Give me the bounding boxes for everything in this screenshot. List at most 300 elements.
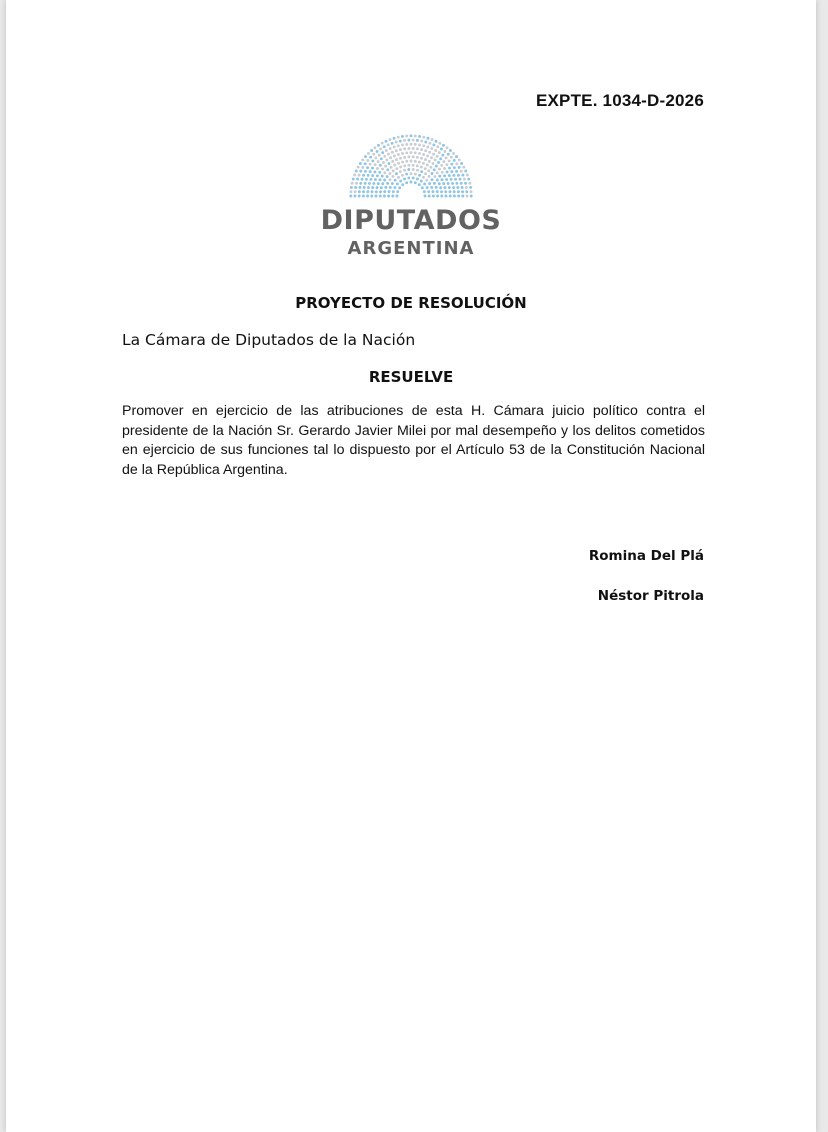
hemicycle-seat [414, 181, 417, 184]
hemicycle-seat [418, 183, 421, 186]
hemicycle-seat [405, 151, 408, 154]
hemicycle-seat [384, 165, 387, 168]
hemicycle-seat [395, 172, 398, 175]
hemicycle-seat [463, 178, 466, 181]
hemicycle-seat [372, 182, 375, 185]
hemicycle-seat [443, 167, 446, 170]
hemicycle-seat [359, 162, 362, 165]
hemicycle-seat [385, 140, 388, 143]
hemicycle-seat [440, 164, 443, 167]
hemicycle-seat [385, 149, 388, 152]
hemicycle-seat [416, 156, 419, 159]
hemicycle-seat [407, 164, 410, 167]
hemicycle-seat [358, 174, 361, 177]
hemicycle-seat [436, 171, 439, 174]
hemicycle-seat [383, 190, 386, 193]
hemicycle-seat [444, 150, 447, 153]
hemicycle-seat [423, 182, 426, 185]
hemicycle-seat [371, 159, 374, 162]
hemicycle-seat [426, 146, 429, 149]
hemicycle-seat [422, 162, 425, 165]
hemicycle-seat [389, 156, 392, 159]
hemicycle-seat [433, 182, 436, 185]
hemicycle-seat [458, 158, 461, 161]
hemicycle-seat [453, 159, 456, 162]
hemicycle-seat [396, 190, 399, 193]
chamber-statement: La Cámara de Diputados de la Nación [122, 331, 416, 349]
resolution-body: Promover en ejercicio de las atribuciones de esta H. Cámara juicio político contra el presidente de la Nación Sr. Gerardo Javier Milei por mal desempeño y los delitos cometidos en ejercicio de sus funciones tal lo dispuesto por el Artículo 53 de la Constitución Nacional de la República Argentina. [122, 403, 705, 478]
hemicycle-seat [445, 178, 448, 181]
hemicycle-seat [445, 195, 448, 198]
hemicycle-seat [364, 182, 367, 185]
hemicycle-seat [370, 195, 373, 198]
hemicycle-seat [428, 160, 431, 163]
hemicycle-seat [412, 168, 415, 171]
hemicycle-seat [389, 178, 392, 181]
hemicycle-seat [369, 170, 372, 173]
hemicycle-seat [401, 174, 404, 177]
hemicycle-seat [393, 186, 396, 189]
hemicycle-seat [393, 146, 396, 149]
hemicycle-seat [407, 139, 410, 142]
hemicycle-seat [375, 195, 378, 198]
hemicycle-seat [393, 154, 396, 157]
hemicycle-seat [423, 190, 426, 193]
hemicycle-seat [395, 158, 398, 161]
hemicycle-seat [389, 147, 392, 150]
hemicycle-seat [420, 157, 423, 160]
hemicycle-seat [416, 147, 419, 150]
hemicycle-seat [438, 182, 441, 185]
hemicycle-seat [391, 142, 394, 145]
hemicycle-seat [375, 190, 378, 193]
hemicycle-seat [387, 195, 390, 198]
hemicycle-seat [461, 190, 464, 193]
hemicycle-seat [376, 167, 379, 170]
hemicycle-seat [433, 168, 436, 171]
hemicycle-seat [401, 143, 404, 146]
hemicycle-seat [470, 190, 473, 193]
hemicycle-seat [403, 164, 406, 167]
hemicycle-seat [403, 169, 406, 172]
hemicycle-seat [452, 152, 455, 155]
hemicycle-seat [465, 186, 468, 189]
hemicycle-seat [366, 195, 369, 198]
hemicycle-seat [453, 166, 456, 169]
hemicycle-seat [358, 186, 361, 189]
hemicycle-seat [468, 182, 471, 185]
signature-1: Romina Del Plá [588, 548, 704, 564]
hemicycle-seat [418, 143, 421, 146]
hemicycle-seat [420, 166, 423, 169]
hemicycle-seat [450, 170, 453, 173]
hemicycle-seat [414, 160, 417, 163]
hemicycle-seat [374, 163, 377, 166]
hemicycle-seat [449, 149, 452, 152]
hemicycle-seat [438, 168, 441, 171]
hemicycle-seat [441, 178, 444, 181]
hemicycle-seat [399, 166, 402, 169]
hemicycle-seat [386, 168, 389, 171]
hemicycle-seat [401, 135, 404, 138]
hemicycle-seat [424, 195, 427, 198]
hemicycle-seat [426, 154, 429, 157]
hemicycle-seat [466, 195, 469, 198]
hemicycle-seat [407, 176, 410, 179]
document-type-heading: PROYECTO DE RESOLUCIÓN [295, 294, 527, 312]
hemicycle-seat [393, 137, 396, 140]
hemicycle-seat [391, 151, 394, 154]
hemicycle-seat [418, 174, 421, 177]
hemicycle-seat [362, 174, 365, 177]
hemicycle-seat [367, 152, 370, 155]
hemicycle-seat [363, 186, 366, 189]
hemicycle-seat [354, 186, 357, 189]
hemicycle-seat [395, 141, 398, 144]
hemicycle-seat [371, 190, 374, 193]
hemicycle-seat [397, 144, 400, 147]
hemicycle-seat [440, 190, 443, 193]
hemicycle-seat [356, 178, 359, 181]
hemicycle-seat [392, 190, 395, 193]
hemicycle-seat [412, 155, 415, 158]
hemicycle-seat [435, 186, 438, 189]
hemicycle-seat [442, 182, 445, 185]
hemicycle-seat [349, 195, 352, 198]
hemicycle-seat [361, 158, 364, 161]
hemicycle-seat [381, 175, 384, 178]
hemicycle-seat [354, 195, 357, 198]
hemicycle-seat [399, 170, 402, 173]
hemicycle-seat [374, 178, 377, 181]
hemicycle-seat [410, 172, 413, 175]
hemicycle-seat [420, 170, 423, 173]
hemicycle-seat [377, 160, 380, 163]
hemicycle-seat [377, 182, 380, 185]
hemicycle-seat [430, 156, 433, 159]
hemicycle-seat [371, 186, 374, 189]
hemicycle-seat [439, 157, 442, 160]
hemicycle-seat [386, 175, 389, 178]
hemicycle-seat [350, 190, 353, 193]
hemicycle-seat [416, 139, 419, 142]
hemicycle-seat [389, 138, 392, 141]
hemicycle-seat [446, 170, 449, 173]
hemicycle-seat [449, 190, 452, 193]
hemicycle-seat [367, 186, 370, 189]
hemicycle-seat [467, 178, 470, 181]
logo-subtitle: ARGENTINA [347, 238, 475, 259]
hemicycle-seat [373, 146, 376, 149]
hemicycle-seat [430, 186, 433, 189]
file-number: EXPTE. 1034-D-2026 [535, 91, 704, 110]
hemicycle-seat [459, 178, 462, 181]
hemicycle-seat [462, 166, 465, 169]
hemicycle-seat [428, 151, 431, 154]
hemicycle-seat [397, 153, 400, 156]
hemicycle-seat [469, 186, 472, 189]
hemicycle-seat [416, 178, 419, 181]
hemicycle-seat [383, 179, 386, 182]
logo-title: DIPUTADOS [320, 205, 502, 236]
hemicycle-seat [390, 166, 393, 169]
hemicycle-seat [427, 190, 430, 193]
hemicycle-seat [429, 166, 432, 169]
hemicycle-seat [444, 186, 447, 189]
hemicycle-seat [436, 145, 439, 148]
hemicycle-seat [352, 178, 355, 181]
hemicycle-seat [405, 143, 408, 146]
hemicycle-seat [438, 151, 441, 154]
hemicycle-seat [412, 139, 415, 142]
hemicycle-seat [440, 148, 443, 151]
hemicycle-seat [420, 180, 423, 183]
hemicycle-seat [355, 182, 358, 185]
hemicycle-seat [443, 174, 446, 177]
hemicycle-seat [432, 153, 435, 156]
hemicycle-seat [355, 170, 358, 173]
hemicycle-seat [369, 156, 372, 159]
hemicycle-seat [379, 178, 382, 181]
hemicycle-seat [448, 167, 451, 170]
hemicycle-seat [391, 182, 394, 185]
hemicycle-seat [388, 162, 391, 165]
hemicycle-seat [386, 182, 389, 185]
hemicycle-seat [381, 182, 384, 185]
hemicycle-seat [407, 155, 410, 158]
hemicycle-seat [393, 164, 396, 167]
hemicycle-seat [436, 155, 439, 158]
hemicycle-seat [369, 163, 372, 166]
hemicycle-seat [366, 159, 369, 162]
hemicycle-seat [350, 186, 353, 189]
hemicycle-seat [376, 186, 379, 189]
hemicycle-seat [449, 195, 452, 198]
hemicycle-seat [432, 143, 435, 146]
hemicycle-seat [378, 171, 381, 174]
hemicycle-seat [439, 186, 442, 189]
hemicycle-seat [376, 174, 379, 177]
hemicycle-seat [445, 156, 448, 159]
resolves-heading: RESUELVE [368, 368, 454, 386]
hemicycle-seat [383, 195, 386, 198]
hemicycle-seat [452, 174, 455, 177]
hemicycle-seat [412, 176, 415, 179]
hemicycle-seat [351, 182, 354, 185]
hemicycle-seat [410, 134, 413, 137]
hemicycle-seat [444, 190, 447, 193]
hemicycle-seat [401, 161, 404, 164]
hemicycle-logo-icon [341, 130, 481, 198]
hemicycle-seat [380, 157, 383, 160]
hemicycle-seat [395, 167, 398, 170]
hemicycle-seat [453, 195, 456, 198]
hemicycle-seat [435, 165, 438, 168]
hemicycle-seat [424, 149, 427, 152]
hemicycle-seat [407, 147, 410, 150]
signature-2: Néstor Pitrola [597, 588, 704, 604]
hemicycle-seat [394, 179, 397, 182]
hemicycle-seat [369, 178, 372, 181]
hemicycle-seat [407, 168, 410, 171]
document-page [6, 0, 816, 1132]
hemicycle-seat [457, 190, 460, 193]
hemicycle-seat [424, 167, 427, 170]
hemicycle-seat [461, 195, 464, 198]
hemicycle-seat [371, 167, 374, 170]
hemicycle-seat [405, 181, 408, 184]
hemicycle-seat [401, 152, 404, 155]
hemicycle-seat [405, 135, 408, 138]
hemicycle-seat [361, 178, 364, 181]
hemicycle-seat [414, 151, 417, 154]
hemicycle-seat [470, 195, 473, 198]
hemicycle-seat [436, 179, 439, 182]
hemicycle-seat [447, 153, 450, 156]
hemicycle-seat [392, 175, 395, 178]
hemicycle-seat [399, 157, 402, 160]
hemicycle-seat [431, 138, 434, 141]
hemicycle-seat [354, 190, 357, 193]
hemicycle-seat [425, 179, 428, 182]
hemicycle-seat [405, 160, 408, 163]
hemicycle-seat [428, 182, 431, 185]
hemicycle-seat [397, 176, 400, 179]
hemicycle-seat [441, 154, 444, 157]
hemicycle-seat [389, 186, 392, 189]
hemicycle-seat [358, 195, 361, 198]
hemicycle-seat [399, 180, 402, 183]
hemicycle-seat [410, 160, 413, 163]
hemicycle-seat [424, 172, 427, 175]
hemicycle-seat [456, 186, 459, 189]
hemicycle-seat [464, 170, 467, 173]
hemicycle-seat [466, 174, 469, 177]
hemicycle-seat [366, 166, 369, 169]
hemicycle-seat [359, 170, 362, 173]
hemicycle-seat [410, 143, 413, 146]
hemicycle-seat [438, 142, 441, 145]
hemicycle-seat [450, 178, 453, 181]
hemicycle-seat [441, 171, 444, 174]
hemicycle-seat [455, 162, 458, 165]
hemicycle-seat [384, 186, 387, 189]
hemicycle-seat [446, 146, 449, 149]
hemicycle-seat [383, 145, 386, 148]
hemicycle-seat [398, 186, 401, 189]
hemicycle-seat [361, 166, 364, 169]
hemicycle-seat [396, 195, 399, 198]
hemicycle-seat [373, 170, 376, 173]
hemicycle-seat [397, 162, 400, 165]
hemicycle-seat [442, 160, 445, 163]
hemicycle-seat [428, 175, 431, 178]
hemicycle-seat [362, 195, 365, 198]
hemicycle-seat [371, 174, 374, 177]
hemicycle-seat [362, 190, 365, 193]
hemicycle-seat [353, 174, 356, 177]
hemicycle-seat [458, 166, 461, 169]
hemicycle-seat [399, 140, 402, 143]
hemicycle-seat [450, 163, 453, 166]
hemicycle-seat [379, 164, 382, 167]
hemicycle-seat [358, 190, 361, 193]
hemicycle-seat [416, 169, 419, 172]
hemicycle-seat [381, 142, 384, 145]
hemicycle-seat [401, 183, 404, 186]
hemicycle-seat [383, 171, 386, 174]
hemicycle-seat [420, 148, 423, 151]
hemicycle-seat [432, 162, 435, 165]
hemicycle-seat [364, 162, 367, 165]
hemicycle-seat [461, 186, 464, 189]
hemicycle-seat [387, 153, 390, 156]
hemicycle-seat [418, 161, 421, 164]
hemicycle-seat [414, 135, 417, 138]
hemicycle-seat [405, 173, 408, 176]
hemicycle-seat [379, 195, 382, 198]
hemicycle-seat [403, 156, 406, 159]
hemicycle-seat [385, 158, 388, 161]
hemicycle-seat [432, 190, 435, 193]
hemicycle-seat [420, 140, 423, 143]
hemicycle-seat [455, 170, 458, 173]
hemicycle-seat [397, 136, 400, 139]
hemicycle-seat [460, 162, 463, 165]
hemicycle-seat [366, 190, 369, 193]
hemicycle-seat [377, 144, 380, 147]
hemicycle-seat [383, 155, 386, 158]
hemicycle-seat [379, 148, 382, 151]
hemicycle-seat [382, 161, 385, 164]
hemicycle-seat [370, 149, 373, 152]
hemicycle-seat [418, 135, 421, 138]
hemicycle-seat [457, 195, 460, 198]
hemicycle-seat [392, 169, 395, 172]
hemicycle-seat [365, 178, 368, 181]
hemicycle-seat [359, 182, 362, 185]
hemicycle-seat [460, 182, 463, 185]
hemicycle-seat [380, 186, 383, 189]
hemicycle-seat [424, 141, 427, 144]
hemicycle-seat [388, 190, 391, 193]
hemicycle-seat [403, 139, 406, 142]
hemicycle-seat [364, 170, 367, 173]
hemicycle-seat [427, 137, 430, 140]
hemicycle-seat [432, 195, 435, 198]
hemicycle-seat [434, 158, 437, 161]
hemicycle-seat [452, 186, 455, 189]
hemicycle-seat [437, 161, 440, 164]
hemicycle-seat [403, 147, 406, 150]
hemicycle-seat [367, 174, 370, 177]
hemicycle-seat [403, 178, 406, 181]
hemicycle-seat [460, 170, 463, 173]
hemicycle-seat [379, 190, 382, 193]
hemicycle-seat [424, 158, 427, 161]
hemicycle-seat [427, 169, 430, 172]
hemicycle-seat [445, 163, 448, 166]
hemicycle-seat [431, 178, 434, 181]
hemicycle-seat [381, 151, 384, 154]
hemicycle-seat [453, 190, 456, 193]
hemicycle-seat [391, 160, 394, 163]
hemicycle-seat [372, 153, 375, 156]
hemicycle-seat [428, 142, 431, 145]
hemicycle-seat [428, 195, 431, 198]
hemicycle-seat [389, 172, 392, 175]
hemicycle-seat [399, 148, 402, 151]
